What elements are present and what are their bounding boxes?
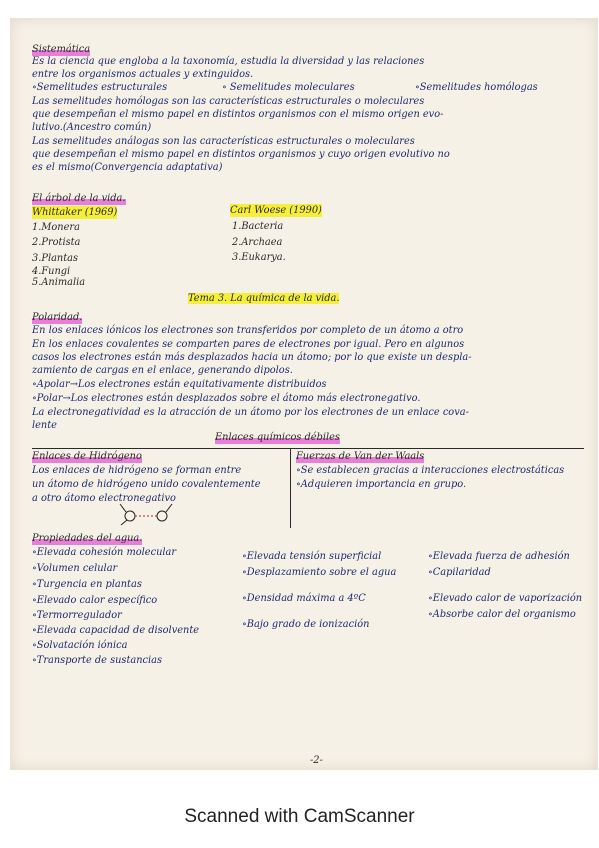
page-number: -2- xyxy=(310,755,323,766)
text-line: En los enlaces iónicos los electrones son transferidos por completo de un átomo a otro xyxy=(32,325,464,336)
list-item: ∘Bajo grado de ionización xyxy=(242,619,370,630)
notebook-page xyxy=(10,18,598,770)
list-item: ∘Solvatación iónica xyxy=(32,640,128,651)
text-line: entre los organismos actuales y extinguidos. xyxy=(32,69,254,80)
heading-arbol: El árbol de la vida. xyxy=(32,193,126,204)
bullet-item: ∘Semelitudes homólogas xyxy=(415,82,538,93)
bullet-item: ∘ Semelitudes moleculares xyxy=(222,82,355,93)
text-line: un átomo de hidrógeno unido covalentemente xyxy=(32,479,261,490)
text-line: lente xyxy=(32,420,57,431)
bullet-item: ∘Apolar→Los electrones están equitativamente distribuidos xyxy=(32,379,327,390)
list-item: 3.Plantas xyxy=(32,253,79,264)
divider xyxy=(32,448,584,449)
bullet-item: ∘Se establecen gracias a interacciones electrostáticas xyxy=(296,465,565,476)
text-line: zamiento de cargas en el enlace, generando dipolos. xyxy=(32,365,293,376)
bullet-item: ∘Semelitudes estructurales xyxy=(32,82,168,93)
bullet-item: ∘Polar→Los electrones están desplazados sobre el átomo más electronegativo. xyxy=(32,393,421,404)
text-line: a otro átomo electronegativo xyxy=(32,493,176,504)
text-line: es el mismo(Convergencia adaptativa) xyxy=(32,162,223,173)
scanner-watermark: Scanned with CamScanner xyxy=(184,806,415,827)
list-item: ∘Elevado calor específico xyxy=(32,595,158,606)
heading-sistematica: Sistemática xyxy=(32,44,91,55)
list-item: ∘Desplazamiento sobre el agua xyxy=(242,567,397,578)
text-line: La electronegatividad es la atracción de un átomo por los electrones de un enlace cova- xyxy=(32,407,469,418)
text-line: Es la ciencia que engloba a la taxonomía, estudia la diversidad y las relaciones xyxy=(32,56,425,67)
text-line: casos los electrones están más desplazados hacia un átomo; por lo que existe un despla- xyxy=(32,352,472,363)
topic-title: Tema 3. La química de la vida. xyxy=(188,293,340,304)
list-item: ∘Elevada tensión superficial xyxy=(242,551,382,562)
list-item: 2.Protista xyxy=(32,237,81,248)
text-line: En los enlaces covalentes se comparten pares de electrones por igual. Pero en algunos xyxy=(32,339,465,350)
heading-enlaces-debiles: Enlaces químicos débiles xyxy=(215,432,340,443)
list-item: ∘Elevada cohesión molecular xyxy=(32,547,177,558)
list-item: 1.Monera xyxy=(32,222,80,233)
list-item: ∘Capilaridad xyxy=(428,567,491,578)
list-item: 4.Fungi xyxy=(32,266,71,277)
list-item: 2.Archaea xyxy=(232,237,283,248)
text-line: que desempeñan el mismo papel en distintos organismos y cuyo origen evolutivo no xyxy=(32,149,450,160)
list-item: ∘Densidad máxima a 4ºC xyxy=(242,593,366,604)
list-item: 3.Eukarya. xyxy=(232,252,286,263)
list-item: ∘Turgencia en plantas xyxy=(32,579,142,590)
text-line: Las semelitudes análogas son las características estructurales o moleculares xyxy=(32,136,415,147)
bullet-item: ∘Adquieren importancia en grupo. xyxy=(296,479,467,490)
list-item: ∘Volumen celular xyxy=(32,563,118,574)
label-woese: Carl Woese (1990) xyxy=(230,205,322,216)
label-whittaker: Whittaker (1969) xyxy=(32,207,118,218)
list-item: ∘Elevada fuerza de adhesión xyxy=(428,551,570,562)
list-item: ∘Elevado calor de vaporización xyxy=(428,593,583,604)
divider xyxy=(290,448,291,528)
text-line: lutivo.(Ancestro común) xyxy=(32,122,152,133)
text-line: Los enlaces de hidrógeno se forman entre xyxy=(32,465,242,476)
list-item: ∘Termorregulador xyxy=(32,610,122,621)
heading-hidrogeno: Enlaces de Hidrógeno xyxy=(32,451,142,462)
text-line: que desempeñan el mismo papel en distintos organismos con el mismo origen evo- xyxy=(32,109,444,120)
heading-agua: Propiedades del agua. xyxy=(32,533,143,544)
list-item: 5.Animalia xyxy=(32,277,86,288)
heading-van-der-waals: Fuerzas de Van der Waals xyxy=(296,451,425,462)
list-item: ∘Transporte de sustancias xyxy=(32,655,163,666)
list-item: ∘Elevada capacidad de disolvente xyxy=(32,625,200,636)
list-item: ∘Absorbe calor del organismo xyxy=(428,609,576,620)
heading-polaridad: Polaridad. xyxy=(32,312,83,323)
molecule-sketch-icon xyxy=(114,498,184,526)
text-line: Las semelitudes homólogas son las características estructurales o moleculares xyxy=(32,96,425,107)
list-item: 1.Bacteria xyxy=(232,221,284,232)
